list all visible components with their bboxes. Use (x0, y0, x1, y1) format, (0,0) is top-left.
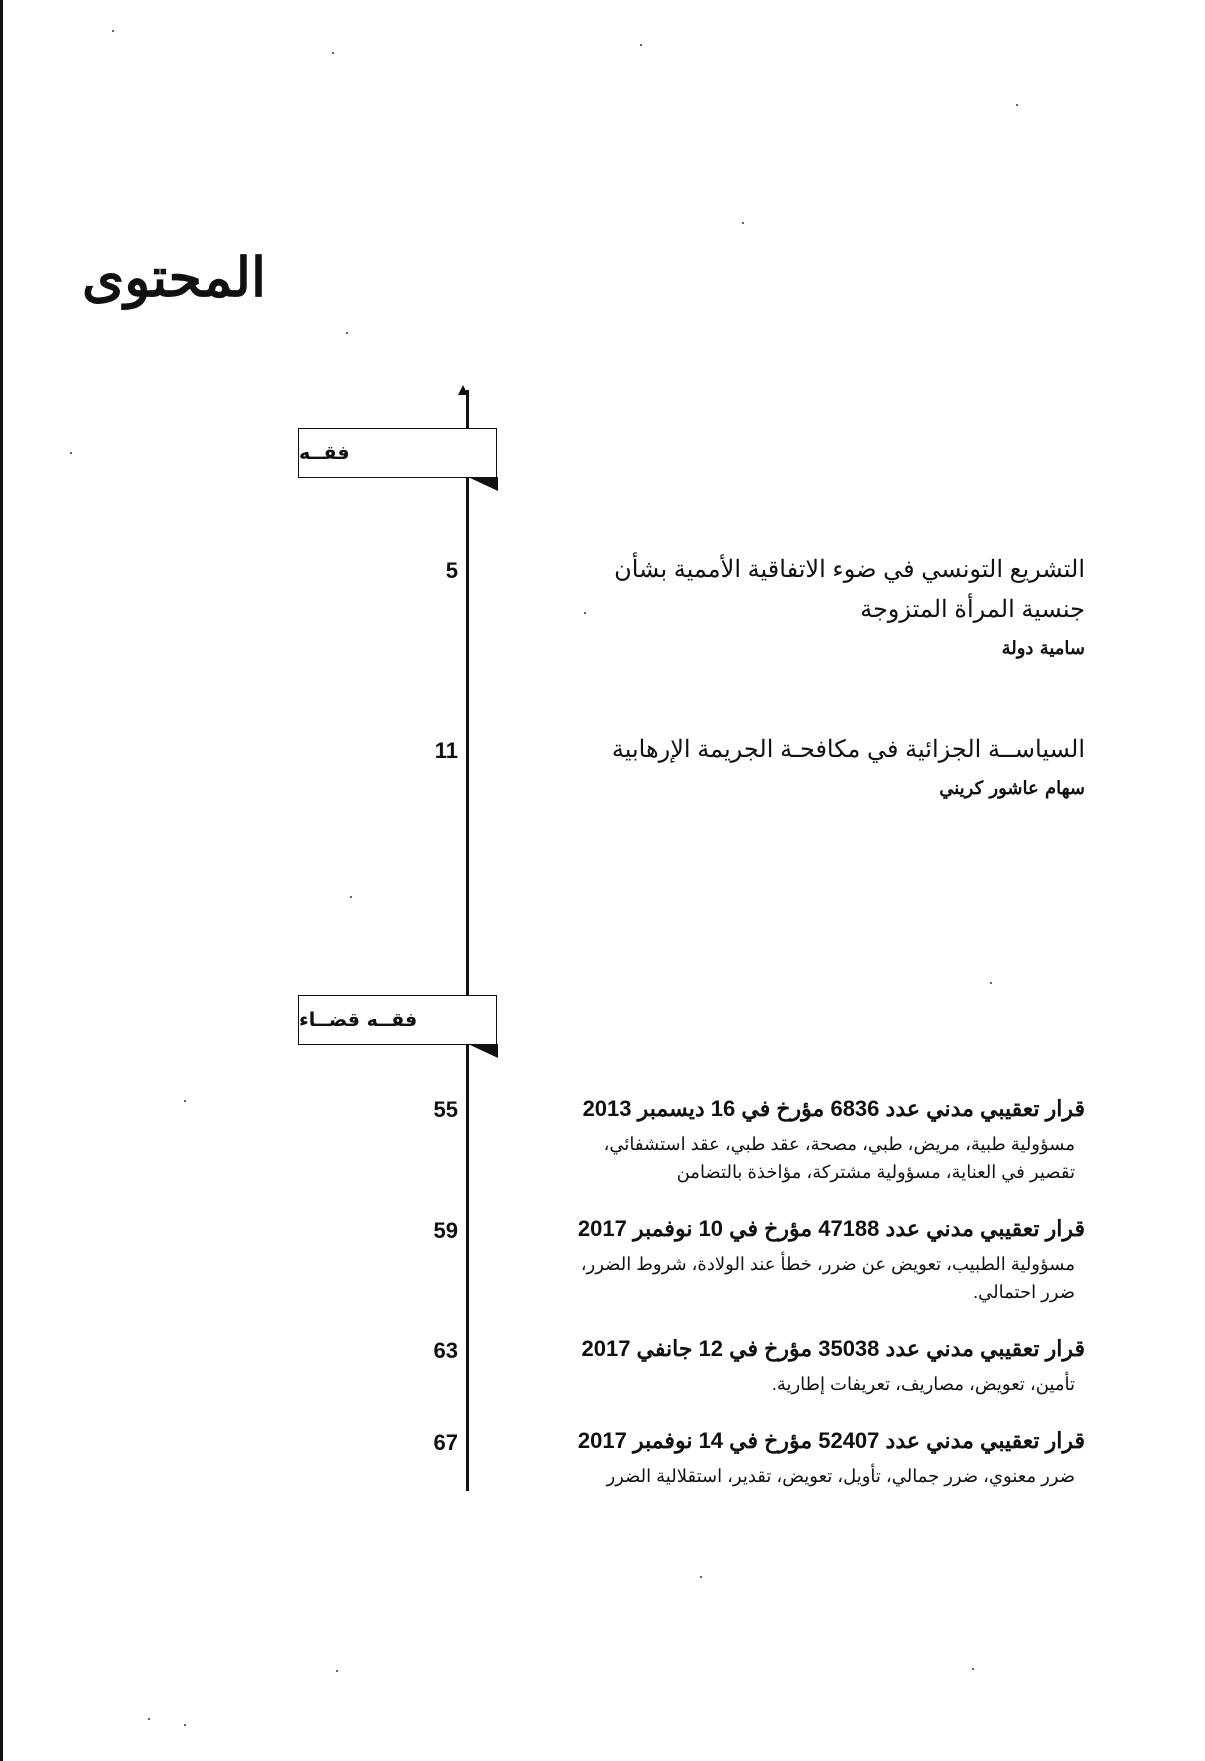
timeline-spine-tip (458, 385, 468, 395)
entry-title-line: جنسية المرأة المتزوجة (860, 596, 1085, 623)
scan-speck (148, 1718, 150, 1720)
toc-entry-doctrine-2[interactable] (612, 730, 1085, 804)
toc-page-number[interactable]: 5 (445, 558, 458, 583)
case-title: قرار تعقيبي مدني عدد 47188 مؤرخ في 10 نوفمبر 2017 (577, 1216, 1085, 1241)
case-keywords: تقصير في العناية، مسؤولية مشتركة، مؤاخذة بالتضامن (676, 1162, 1075, 1182)
scan-speck (350, 896, 352, 898)
entry-author: سامية دولة (1001, 638, 1085, 659)
case-title: قرار تعقيبي مدني عدد 35038 مؤرخ في 12 جانفي 2017 (581, 1336, 1085, 1361)
entry-title-line: التشريع التونسي في ضوء الاتفاقية الأممية بشأن (614, 556, 1085, 583)
timeline-spine (466, 390, 469, 1491)
case-keywords: مسؤولية طبية، مريض، طبي، مصحة، عقد طبي، عقد استشفائي، (603, 1134, 1075, 1154)
scan-speck (742, 222, 744, 224)
case-title: قرار تعقيبي مدني عدد 6836 مؤرخ في 16 ديسمبر 2013 (582, 1096, 1085, 1121)
toc-page-number[interactable]: 67 (433, 1430, 458, 1455)
case-title: قرار تعقيبي مدني عدد 52407 مؤرخ في 14 نوفمبر 2017 (577, 1428, 1085, 1453)
scan-speck (972, 1668, 974, 1670)
section-flag-doctrine (468, 477, 498, 491)
page-title: المحتوى (82, 245, 266, 309)
toc-entry-jurisprudence-1[interactable] (583, 1092, 1085, 1186)
toc-entry-jurisprudence-3[interactable] (581, 1332, 1085, 1398)
section-label-doctrine: فقــه (298, 428, 497, 478)
toc-entry-jurisprudence-4[interactable] (578, 1424, 1085, 1490)
case-keywords: تأمين، تعويض، مصاريف، تعريفات إطارية. (771, 1374, 1075, 1394)
scan-speck (584, 612, 586, 614)
case-keywords: مسؤولية الطبيب، تعويض عن ضرر، خطأ عند الولادة، شروط الضرر، (580, 1254, 1075, 1274)
section-label-jurisprudence: فقــه قضــاء (298, 995, 497, 1045)
scan-speck (346, 332, 348, 334)
entry-title-line: السياســة الجزائية في مكافحـة الجريمة الإرهابية (611, 736, 1085, 763)
toc-entry-jurisprudence-2[interactable] (578, 1212, 1085, 1306)
scan-speck (640, 44, 642, 46)
scan-speck (990, 982, 992, 984)
toc-page-number[interactable]: 63 (433, 1338, 458, 1363)
toc-entry-doctrine-1[interactable] (614, 550, 1085, 664)
scan-speck (1016, 104, 1018, 106)
scan-speck (184, 1724, 186, 1726)
case-keywords: ضرر معنوي، ضرر جمالي، تأويل، تعويض، تقدير، استقلالية الضرر (606, 1466, 1075, 1486)
scan-edge (0, 0, 3, 1761)
toc-page-number[interactable]: 55 (433, 1097, 458, 1122)
scan-speck (70, 452, 72, 454)
section-flag-jurisprudence (468, 1044, 498, 1058)
toc-page-number[interactable]: 11 (434, 738, 458, 763)
scan-speck (112, 30, 114, 32)
scan-speck (336, 1670, 338, 1672)
scan-speck (700, 1576, 702, 1578)
entry-author: سهام عاشور كريني (939, 778, 1085, 799)
case-keywords: ضرر احتمالي. (973, 1282, 1075, 1302)
scan-speck (184, 1100, 186, 1102)
scan-speck (332, 52, 334, 54)
toc-page-number[interactable]: 59 (433, 1218, 458, 1243)
